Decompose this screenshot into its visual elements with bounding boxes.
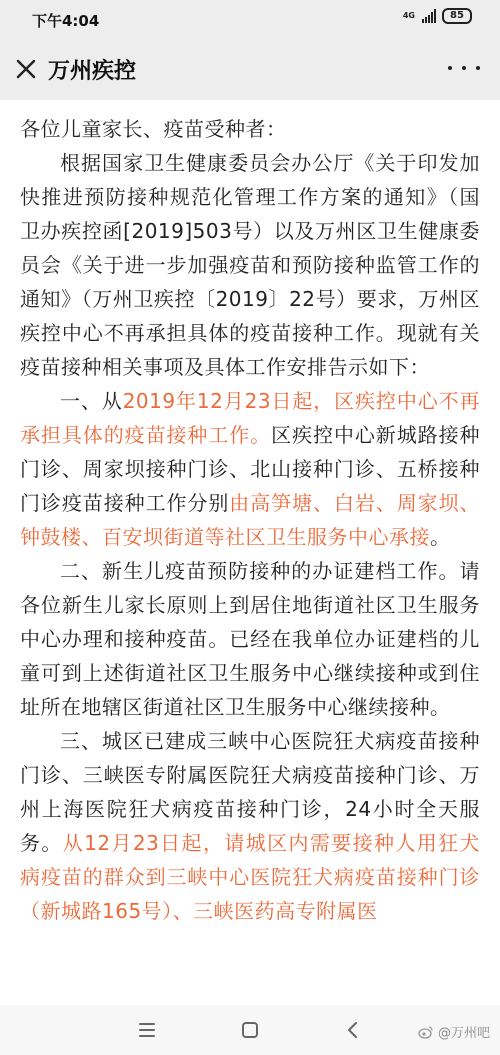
watermark	[418, 1022, 490, 1041]
nav-bar	[0, 38, 500, 100]
p4-body: 三、城区已建成三峡中心医院狂犬病疫苗接种门诊、三峡医专附属医院狂犬病疫苗接种门诊、万州上海医院狂犬病疫苗接种门诊，24小时全天服务。	[20, 729, 480, 855]
more-icon	[448, 66, 452, 70]
article-paragraph-2	[0, 384, 500, 554]
battery-level: 85	[450, 10, 464, 21]
p2-end: 。	[430, 525, 451, 549]
status-time: 下午4:04	[32, 12, 100, 30]
menu-icon	[131, 1014, 163, 1046]
p2-body: 区疾控中心新城路接种门诊、周家坝接种门诊、北山接种门诊、五桥接种门诊疫苗接种工作分别	[20, 423, 481, 515]
article-paragraph-1: 根据国家卫生健康委员会办公厅《关于印发加快推进预防接种规范化管理工作方案的通知》（国卫办疾控函[2019]503号）以及万州区卫生健康委员会《关于进一步加强疫苗和预防接种监管工作的通知》（万州卫疾控〔2019〕22号）要求，万州区疾控中心不再承担具体的疫苗接种工作。现就有关疫苗接种相关事项及具体工作安排告示如下：	[20, 151, 480, 379]
status-icons	[403, 8, 472, 24]
menu-button[interactable]	[131, 1014, 163, 1046]
battery-icon	[442, 8, 472, 24]
article-greeting: 各位儿童家长、疫苗受种者：	[20, 117, 287, 141]
article-paragraph-4	[0, 724, 500, 928]
back-icon	[337, 1014, 369, 1046]
weibo-icon	[418, 1025, 434, 1039]
article-paragraph-3: 二、新生儿疫苗预防接种的办证建档工作。请各位新生儿家长原则上到居住地街道社区卫生服务中心办理和接种疫苗。已经在我单位办证建档的儿童可到上述街道社区卫生服务中心继续接种或到住址所在地辖区街道社区卫生服务中心继续接种。	[20, 559, 480, 719]
p2-lead: 一、从	[60, 389, 123, 413]
signal-icon	[422, 9, 436, 23]
p2-highlight-date: 2019年12月23日起，区疾控中心不再承担具体的疫苗接种工作。	[20, 389, 481, 447]
p2-highlight-centers: 由高笋塘、白岩、周家坝、钟鼓楼、百安坝街道等社区卫生服务中心承接	[20, 491, 481, 549]
close-icon	[10, 53, 42, 85]
close-button[interactable]	[10, 53, 42, 85]
home-button[interactable]	[234, 1014, 266, 1046]
article-body	[0, 100, 500, 1005]
page-title: 万州疾控	[48, 59, 137, 84]
watermark-text: @万州吧	[437, 1026, 490, 1041]
system-nav-bar	[0, 1005, 500, 1055]
network-type: 4G	[402, 11, 415, 20]
more-button[interactable]	[448, 54, 480, 82]
status-bar	[0, 0, 500, 38]
home-icon	[234, 1014, 266, 1046]
back-button[interactable]	[337, 1014, 369, 1046]
p4-highlight: 从12月23日起，请城区内需要接种人用狂犬病疫苗的群众到三峡中心医院狂犬病疫苗接种门诊（新城路165号）、三峡医药高专附属医	[20, 831, 480, 923]
